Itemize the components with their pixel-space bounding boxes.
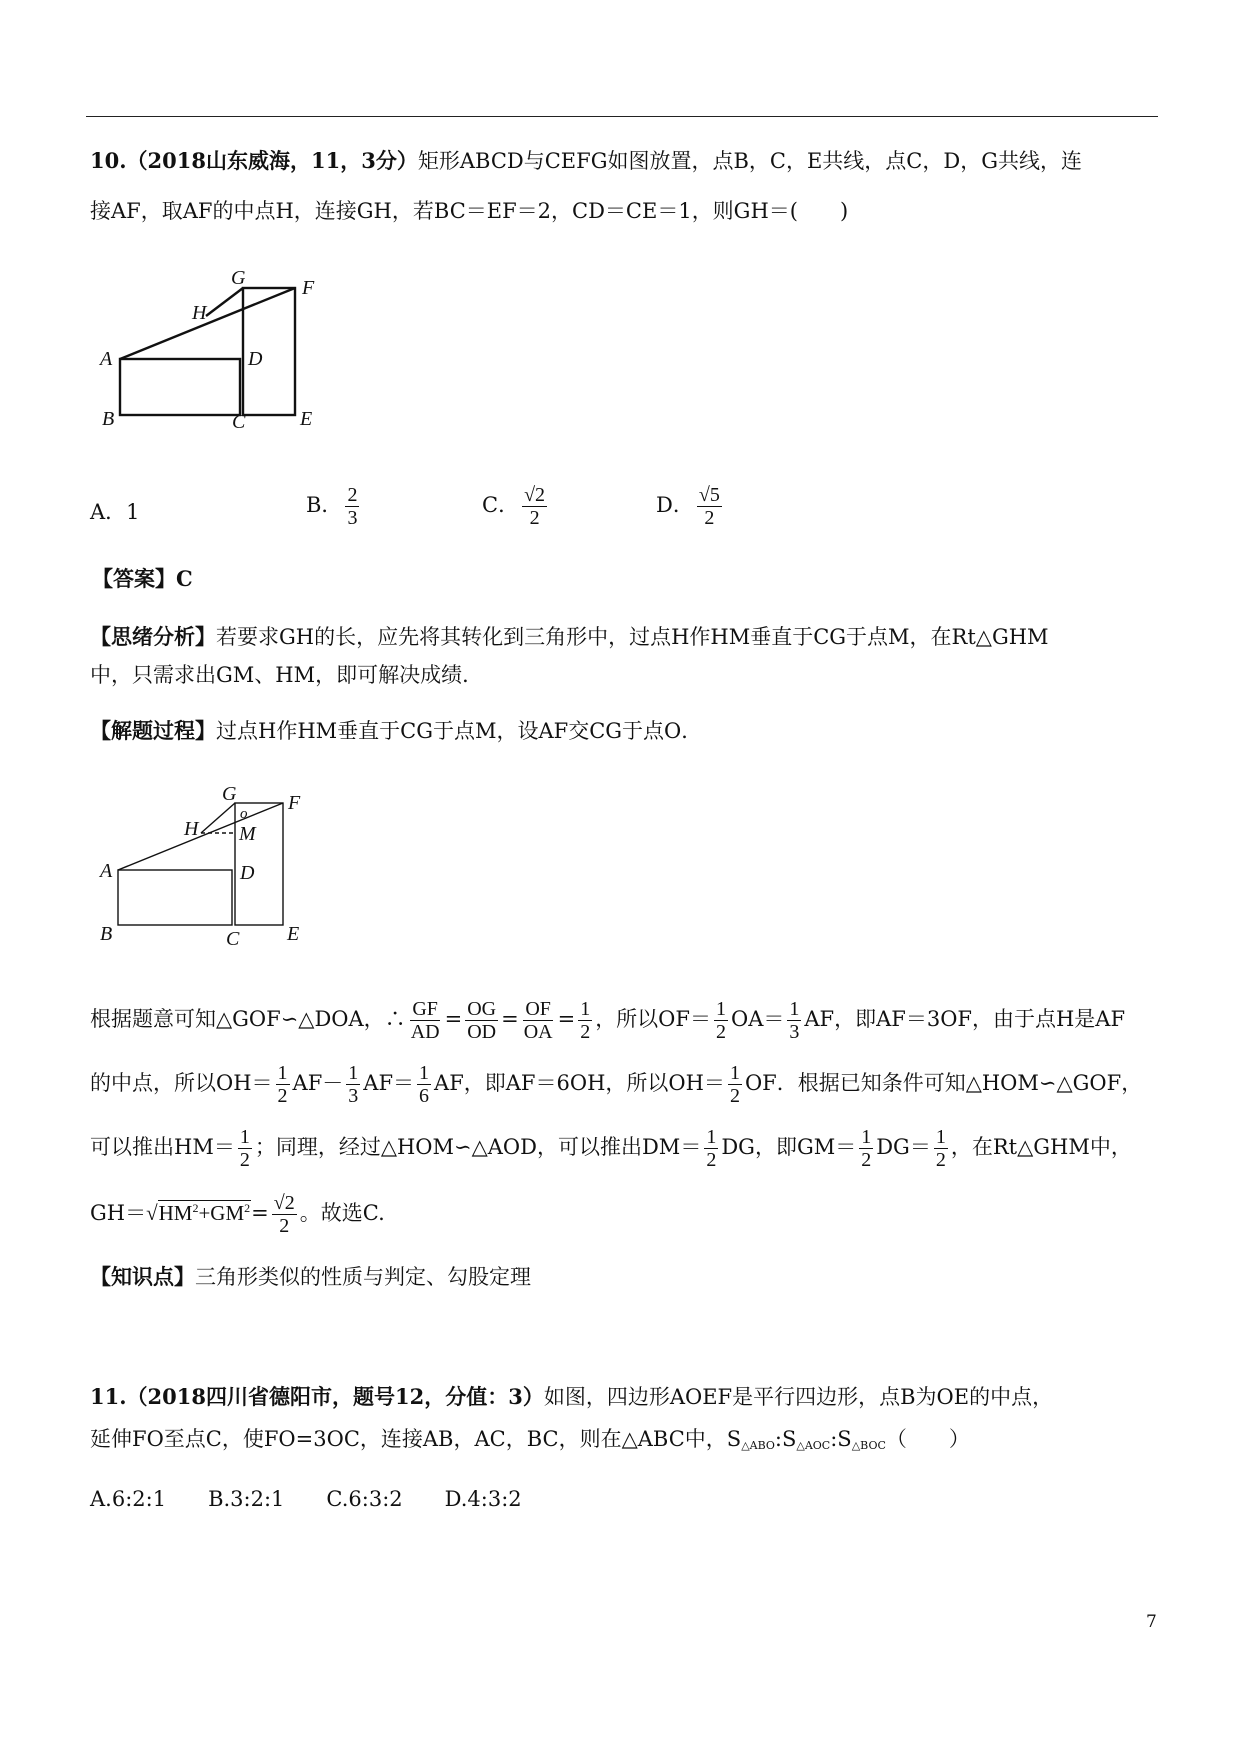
segment-gh-2 (201, 803, 235, 833)
label-c-2: C (226, 928, 240, 950)
q11-line2: 延伸FO至点C，使FO=3OC，连接AB，AC，BC，则在△ABC中，$S_{\triangle ABO}:S_{\triangle AOC}:S_{\triangle BOC}$（ ） (90, 1427, 970, 1452)
label-g-2: G (222, 783, 237, 805)
label-d-2: D (240, 862, 255, 884)
q10-figure (96, 264, 336, 444)
rect-abcd (120, 359, 240, 415)
label-e: E (300, 408, 313, 430)
label-b-2: B (100, 923, 113, 945)
q10-solution-line2: 的中点，所以OH＝ $\frac{1}{2}$ AF－ $\frac{1}{3}$ AF＝ $\frac{1}{6}$ AF，即AF＝6OH，所以OH＝ $\frac{1}{2}$ OF．根据已知条件可知△HOM∽△GOF， (90, 1062, 1143, 1107)
q10-solution-line4: $GH=√HM^2+GM^2=$ $\frac{√2}{2}$ 。故选C. (90, 1192, 385, 1237)
label-e-2: E (287, 923, 300, 945)
label-c: C (232, 411, 246, 433)
rect-abcd-2 (118, 870, 232, 925)
label-b: B (102, 408, 115, 430)
q10-process: 【解题过程】过点H作HM垂直于CG于点M，设AF交CG于点O． (90, 718, 703, 743)
q10-source: （2018山东威海，11，3分） (126, 148, 418, 173)
label-h: H (192, 302, 207, 324)
q10-knowledge: 【知识点】三角形类似的性质与判定、勾股定理 (90, 1264, 531, 1289)
q10-number: 10. (90, 148, 127, 173)
q10-solution-line3: 可以推出HM＝ $\frac{1}{2}$ ；同理，经过△HOM∽△AOD，可以推出DM＝ $\frac{1}{2}$ DG，即GM＝ $\frac{1}{2}$ DG＝ $\frac{1}{2}$ ，在Rt△GHM中， (90, 1126, 1132, 1171)
label-g: G (231, 267, 246, 289)
label-f: F (302, 277, 315, 299)
q10-answer: 【答案】C (92, 566, 193, 591)
page-number: 7 (1146, 1612, 1157, 1632)
q10-solution-line1: 根据题意可知△GOF∽△DOA，∴ $\frac{GF}{AD}$ = $\frac{OG}{OD}$ = $\frac{OF}{OA}$ = $\frac{1}{2}$ ，所以OF＝ $\frac{1}{2}$ OA＝ $\frac{1}{3}$ AF，即AF＝3OF，由于点H是AF (90, 998, 1126, 1043)
q10-analysis-1: 【思绪分析】若要求GH的长，应先将其转化到三角形中，过点H作HM垂直于CG于点M，在Rt△GHM (90, 624, 1049, 649)
q10-line2: 接AF，取AF的中点H，连接GH，若BC＝EF＝2，CD＝CE＝1，则GH＝( ) (90, 199, 849, 223)
label-o: o (240, 806, 248, 822)
label-h-2: H (184, 818, 199, 840)
q10-option-c[interactable]: C． $\frac{√2}{2}$ (482, 484, 546, 529)
header-rule (86, 116, 1158, 117)
label-a: A (100, 348, 113, 370)
label-d: D (248, 348, 263, 370)
q10-option-a[interactable]: A．1 (90, 500, 140, 524)
segment-af (120, 288, 295, 359)
q10-line1 (90, 146, 1082, 176)
segment-af-2 (118, 803, 283, 870)
q11-line1: 11.（2018四川省德阳市，题号12，分值：3）如图，四边形AOEF是平行四边形，点B为OE的中点， (90, 1384, 1054, 1409)
sqrt-expression: $√HM^2+GM^2$ (146, 1201, 251, 1225)
q11-options[interactable]: A.6:2:1 B.3:2:1 C.6:3:2 D.4:3:2 (90, 1487, 522, 1511)
label-m: M (239, 823, 256, 845)
q10-analysis-2: 中，只需求出GM、HM，即可解决成绩． (90, 663, 484, 687)
q10-text1: 矩形ABCD与CEFG如图放置，点B，C，E共线，点C，D，G共线，连 (417, 149, 1082, 173)
label-f-2: F (288, 792, 301, 814)
label-a-2: A (100, 860, 113, 882)
q10-option-b[interactable]: B． $\frac{2}{3}$ (306, 484, 358, 529)
q10-option-d[interactable]: D． $\frac{√5}{2}$ (656, 484, 720, 529)
q10-solution-figure (96, 782, 336, 952)
